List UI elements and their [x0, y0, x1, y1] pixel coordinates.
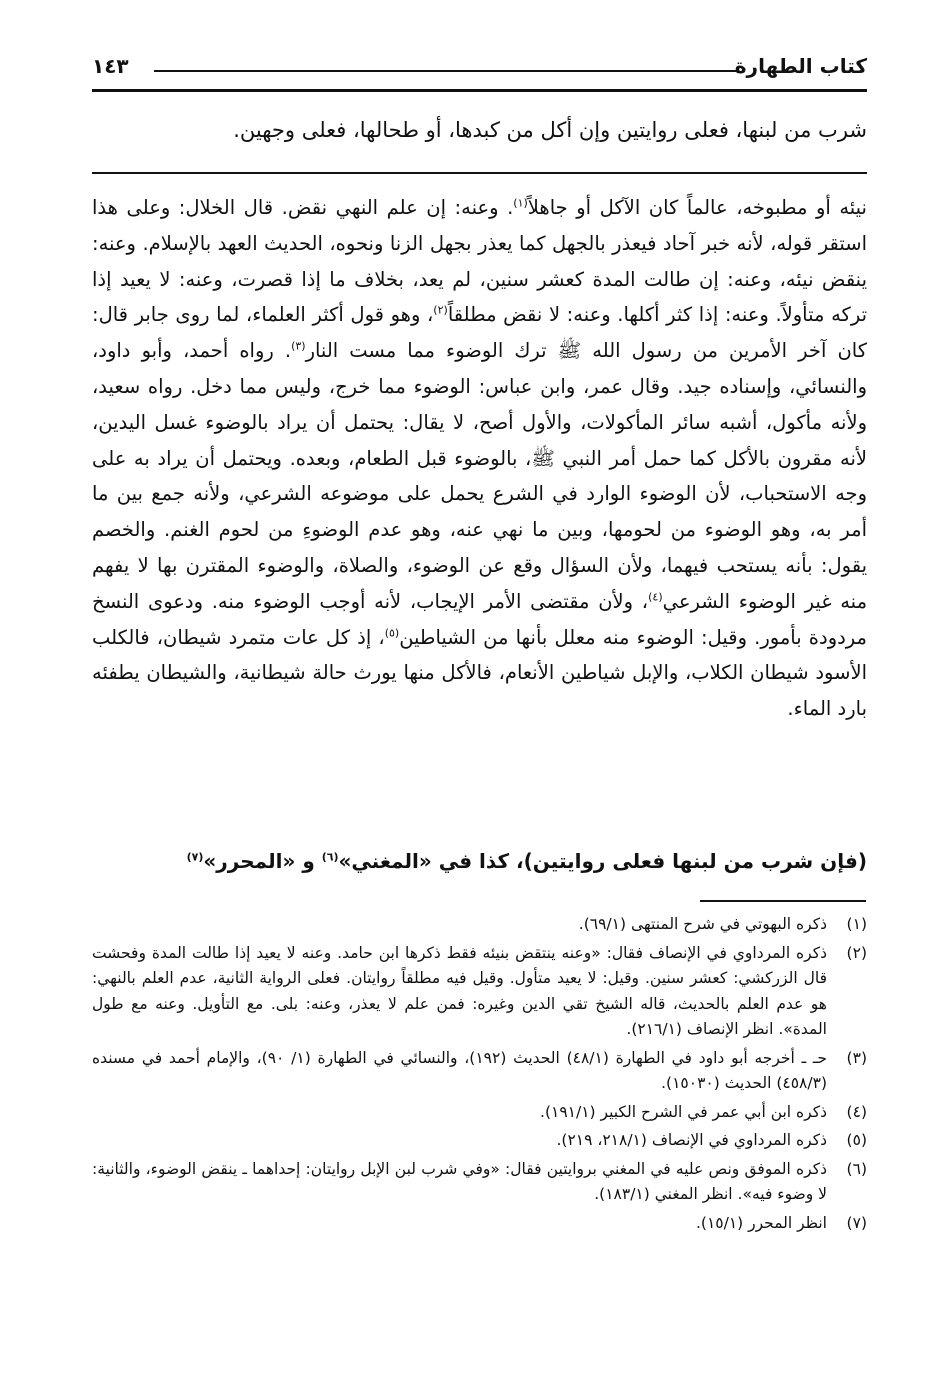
footnote-number: (٣)	[846, 1048, 867, 1067]
matn-divider	[92, 172, 867, 174]
footnote-number: (٥)	[846, 1131, 867, 1149]
footnote-number: (١)	[846, 915, 867, 933]
footnote-ref: (٥)	[384, 626, 400, 640]
commentary-segment: و «المحرر»	[203, 849, 322, 873]
footnote-ref: (٣)	[291, 339, 306, 353]
footnote-ref: (٧)	[186, 850, 204, 864]
footnote-ref: (١)	[513, 196, 528, 210]
footnote	[92, 1100, 867, 1126]
commentary-segment: نيئه أو مطبوخه، عالماً كان الآكل أو جاهلاً	[527, 196, 867, 219]
footnote-number: (٦)	[846, 1159, 867, 1178]
footnote-text: ذكره الموفق ونص عليه في المغني بروايتين فقال: «وفي شرب لبن الإبل روايتان: إحداهما ـ ينقض الوضوء، والثانية: لا وضوء فيه». انظر المغني (١٨٣/١).	[92, 1159, 827, 1203]
footnote-ref: (٢)	[433, 303, 448, 317]
running-title: كتاب الطهارة	[734, 54, 867, 78]
footnote-number: (٢)	[846, 943, 867, 962]
footnotes-list	[92, 912, 867, 1239]
commentary-segment: ، إذ كل عات متمرد شيطان، فالكلب الأسود شيطان الكلاب، والإبل شياطين الأنعام، فالأكل منها يورث حالة شيطانية، والشيطان يطفئه بارد الماء.	[92, 625, 867, 721]
footnote-ref: (٦)	[321, 850, 339, 864]
footnote-text: ذكره ابن أبي عمر في الشرح الكبير (١٩١/١).	[540, 1102, 827, 1121]
footnote	[92, 941, 867, 1043]
commentary-segment: . رواه أحمد، وأبو داود، والنسائي، وإسناده جيد. وقال عمر، وابن عباس: الوضوء مما خرج، وليس مما دخل. رواه سعيد، ولأنه مأكول، أشبه سائر المأكولات، والأول أصح، لا يقال: يحتمل أن يراد بالوضوء غسل اليدين، لأنه مقرون بالأكل كما حمل أمر النبي ﷺ، بالوضوء قبل الطعام، وبعده. ويحتمل أن يراد به على وجه الاستحباب، لأن الوضوء الوارد في الشرع يحمل على موضوعه الشرعي، ولأنه جمع بين ما أمر به، وهو الوضوء من لحومها، وبين ما نهي عنه، وهو عدم الوضوءِ من لحوم الغنم. والخصم يقول: بأنه يستحب فيهما، ولأن السؤال وقع عن الوضوء، والصلاة، والوضوء المقترن بها لا يفهم منه غير الوضوء الشرعي	[92, 339, 868, 613]
footnote	[92, 1128, 867, 1154]
commentary-segment: ، ولأن مقتضى الأمر الإيجاب، لأنه أوجب الوضوء منه. ودعوى النسخ مردودة بأمور. وقيل: الوضوء منه معلل بأنها من الشياطين	[92, 589, 868, 649]
footnote-text: ذكره المرداوي في الإنصاف فقال: «وعنه ينتقض بنيئه فقط ذكرها ابن حامد. وعنه لا يعيد إذا طالت المدة وفحشت قال الزركشي: كعشر سنين. وقيل: لا يعيد متأول. وقيل فيه مطلقاً روايتان. فعلى الرواية الثانية، عدم العلم بالنهي: هو عدم العلم بالحديث، قاله الشيخ تقي الدين وغيره: فمن علم لا يعذر، وعنه: بلى. مع التأويل. وعنه مع طول المدة». انظر الإنصاف (٢١٦/١).	[92, 943, 827, 1038]
footnote	[92, 1211, 867, 1237]
page-number: ١٤٣	[92, 54, 129, 78]
footnote	[92, 1157, 867, 1208]
footnote-divider	[700, 900, 866, 902]
footnote-number: (٤)	[846, 1102, 867, 1121]
commentary-paragraph	[92, 190, 867, 727]
footnote	[92, 1046, 867, 1097]
running-header	[92, 52, 867, 82]
footnote-text: ذكره البهوتي في شرح المنتهى (٦٩/١).	[578, 915, 827, 933]
commentary-segment: ، وهو قول أكثر العلماء، لما روى جابر قال: كان آخر الأمرين من رسول الله ﷺ ترك الوضوء مما مست النار	[92, 303, 867, 363]
footnote-text: انظر المحرر (١٥/١).	[695, 1213, 827, 1232]
header-rule	[92, 89, 867, 92]
commentary-segment: . وعنه: إن علم النهي نقض. قال الخلال: وعلى هذا استقر قوله، لأنه خبر آحاد فيعذر بالجهل كما يعذر بجهل الزنا ونحوه، الحديث العهد بالإسلام. وعنه: ينقض نيئه، وعنه: إن طالت المدة كعشر سنين، لم يعد، بخلاف ما إذا قصرت، وعنه: لا يعيد إذا تركه متأولاً. وعنه: إذا كثر أكلها. وعنه: لا نقض مطلقاً	[92, 196, 868, 327]
commentary-paragraph-2	[92, 842, 867, 880]
matn-quote: (فإن شرب من لبنها فعلى روايتين)، كذا في «المغني»	[338, 849, 867, 873]
footnote-number: (٧)	[846, 1213, 867, 1232]
footnote	[92, 912, 867, 938]
footnote-text: ذكره المرداوي في الإنصاف (٢١٨/١، ٢١٩).	[556, 1131, 827, 1149]
matn-text: شرب من لبنها، فعلى روايتين وإن أكل من كبدها، أو طحالها، فعلى وجهين.	[233, 118, 867, 142]
header-leader-line	[154, 70, 739, 72]
footnote-text: حـ ـ أخرجه أبو داود في الطهارة (٤٨/١) الحديث (١٩٢)، والنسائي في الطهارة (١/ ٩٠)، والإمام أحمد في مسنده (٤٥٨/٣) الحديث (١٥٠٣٠).	[92, 1048, 827, 1092]
footnote-ref: (٤)	[648, 590, 663, 604]
